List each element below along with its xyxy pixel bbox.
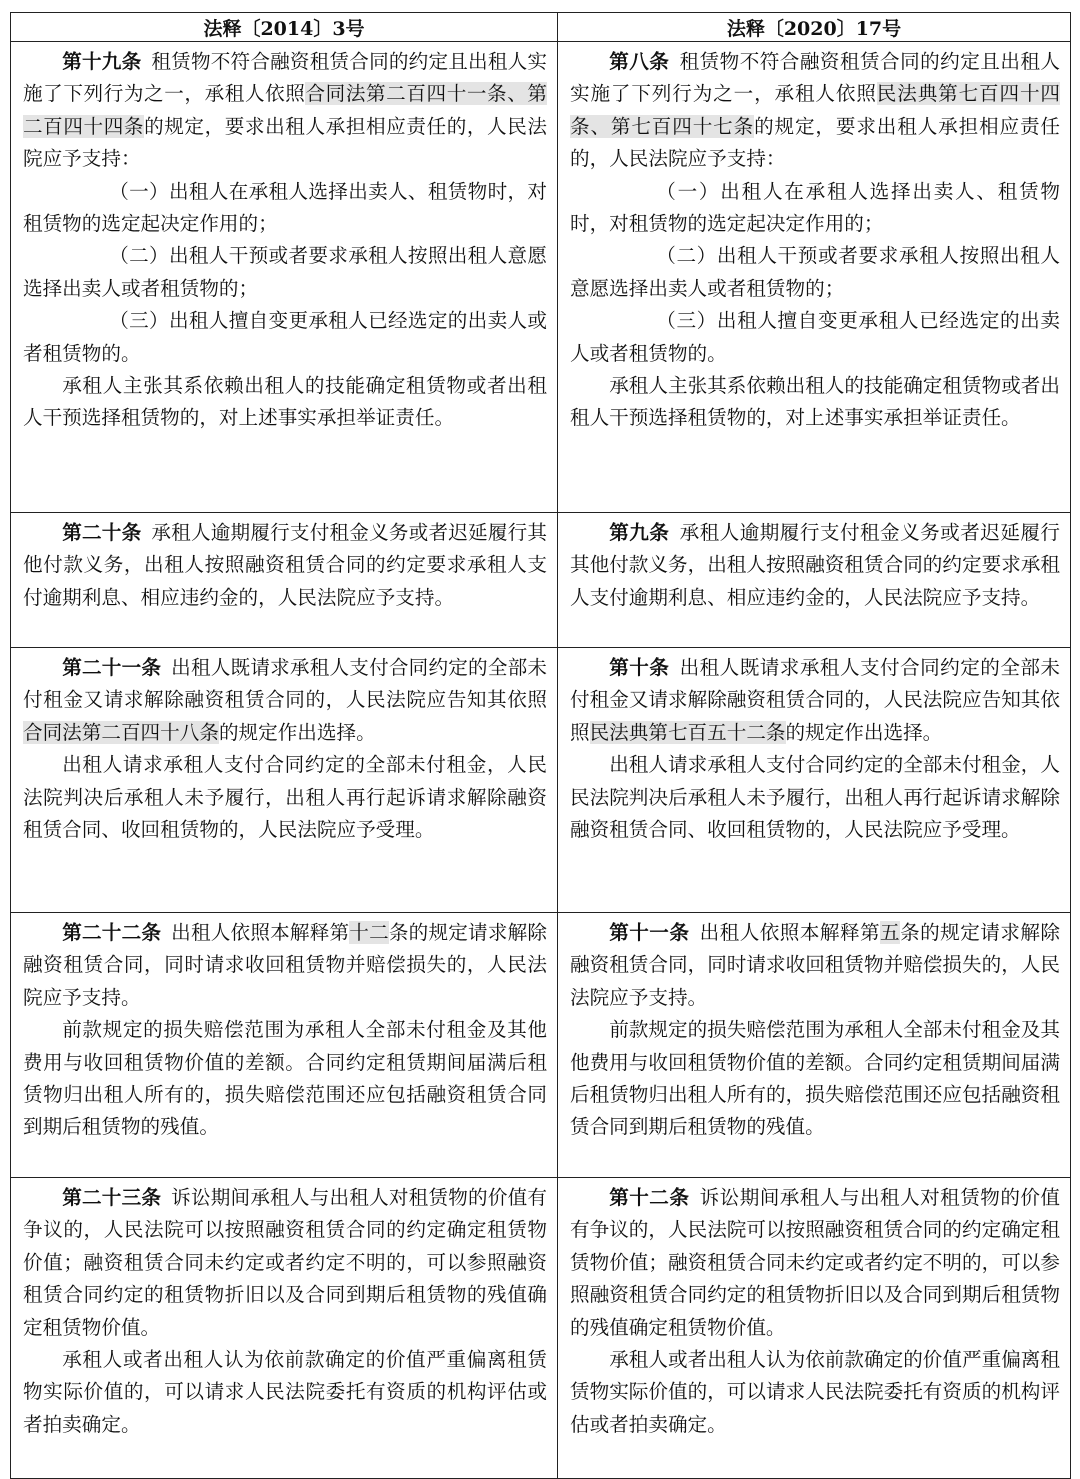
article-paragraph: 第十二条 诉讼期间承租人与出租人对租赁物的价值有争议的，人民法院可以按照融资租赁合同的约定确定租赁物价值；融资租赁合同未约定或者约定不明的，可以参照融资租赁合同约定的租赁物折旧以及合同到期后租赁物的残值确定租赁物价值。 xyxy=(570,1186,1061,1339)
highlighted-citation: 合同法第二百四十一条、第二百四十四条 xyxy=(23,82,548,138)
article-paragraph: 第十一条 出租人依照本解释第五条的规定请求解除融资租赁合同，同时请求收回租赁物并赔偿损失的，人民法院应予支持。 xyxy=(570,921,1061,1009)
article-paragraph: 承租人主张其系依赖出租人的技能确定租赁物或者出租人干预选择租赁物的，对上述事实承担举证责任。 xyxy=(23,374,547,430)
highlighted-citation: 十二 xyxy=(349,921,389,944)
table-row xyxy=(11,913,1071,1178)
article-paragraph: 前款规定的损失赔偿范围为承租人全部未付租金及其他费用与收回租赁物价值的差额。合同约定租赁期间届满后租赁物归出租人所有的，损失赔偿范围还应包括融资租赁合同到期后租赁物的残值。 xyxy=(570,1018,1060,1139)
article-paragraph: 第十九条 租赁物不符合融资租赁合同的约定且出租人实施了下列行为之一，承租人依照合同法第二百四十一条、第二百四十四条的规定，要求出租人承担相应责任的，人民法院应予支持： xyxy=(23,50,548,171)
article-paragraph: 出租人请求承租人支付合同约定的全部未付租金，人民法院判决后承租人未予履行，出租人再行起诉请求解除融资租赁合同、收回租赁物的，人民法院应予受理。 xyxy=(23,753,547,842)
article-title: 第二十条 xyxy=(62,521,142,544)
article-paragraph: 第二十一条 出租人既请求承租人支付合同约定的全部未付租金又请求解除融资租赁合同的，人民法院应告知其依照合同法第二百四十八条的规定作出选择。 xyxy=(23,656,548,744)
highlighted-citation: 合同法第二百四十八条 xyxy=(23,720,219,744)
list-item: （一）出租人在承租人选择出卖人、租赁物时，对租赁物的选定起决定作用的； xyxy=(570,179,1060,236)
article-title: 第十二条 xyxy=(609,1186,690,1209)
cell-left xyxy=(11,648,558,913)
article-title: 第十九条 xyxy=(62,50,142,73)
article-paragraph: 第二十二条 出租人依照本解释第十二条的规定请求解除融资租赁合同，同时请求收回租赁物并赔偿损失的，人民法院应予支持。 xyxy=(23,921,548,1009)
highlighted-citation: 民法典第七百五十二条 xyxy=(589,720,786,744)
article-paragraph: 第八条 租赁物不符合融资租赁合同的约定且出租人实施了下列行为之一，承租人依照民法典第七百四十四条、第七百四十七条的规定，要求出租人承担相应责任的，人民法院应予支持： xyxy=(570,50,1061,171)
article-title: 第二十一条 xyxy=(62,656,162,679)
article-paragraph: 第九条 承租人逾期履行支付租金义务或者迟延履行其他付款义务，出租人按照融资租赁合同的约定要求承租人支付逾期利息、相应违约金的，人民法院应予支持。 xyxy=(570,521,1061,609)
article-paragraph: 第十条 出租人既请求承租人支付合同约定的全部未付租金又请求解除融资租赁合同的，人民法院应告知其依照民法典第七百五十二条的规定作出选择。 xyxy=(570,656,1061,744)
table-row xyxy=(11,42,1071,513)
cell-right xyxy=(558,913,1071,1178)
article-title: 第八条 xyxy=(609,50,670,73)
comparison-table xyxy=(10,12,1071,1479)
article-paragraph: 第二十三条 诉讼期间承租人与出租人对租赁物的价值有争议的，人民法院可以按照融资租赁合同的约定确定租赁物价值；融资租赁合同未约定或者约定不明的，可以参照融资租赁合同约定的租赁物折旧以及合同到期后租赁物的残值确定租赁物价值。 xyxy=(23,1186,548,1339)
cell-right xyxy=(558,42,1071,513)
list-item: （一）出租人在承租人选择出卖人、租赁物时，对租赁物的选定起决定作用的； xyxy=(23,179,547,236)
header-row xyxy=(11,13,1071,42)
article-title: 第二十二条 xyxy=(62,921,162,944)
highlighted-citation: 民法典第七百四十四条、第七百四十七条 xyxy=(570,82,1061,138)
article-paragraph: 承租人或者出租人认为依前款确定的价值严重偏离租赁物实际价值的，可以请求人民法院委托有资质的机构评估或者拍卖确定。 xyxy=(23,1348,547,1436)
highlighted-citation: 五 xyxy=(880,921,901,944)
cell-left xyxy=(11,42,558,513)
article-paragraph: 出租人请求承租人支付合同约定的全部未付租金，人民法院判决后承租人未予履行，出租人再行起诉请求解除融资租赁合同、收回租赁物的，人民法院应予受理。 xyxy=(570,753,1060,842)
article-paragraph: 第二十条 承租人逾期履行支付租金义务或者迟延履行其他付款义务，出租人按照融资租赁合同的约定要求承租人支付逾期利息、相应违约金的，人民法院应予支持。 xyxy=(23,521,548,609)
cell-left xyxy=(11,513,558,648)
list-item: （二）出租人干预或者要求承租人按照出租人意愿选择出卖人或者租赁物的； xyxy=(23,244,547,300)
article-paragraph: 承租人主张其系依赖出租人的技能确定租赁物或者出租人干预选择租赁物的，对上述事实承担举证责任。 xyxy=(570,374,1060,430)
header-left: 法释〔2014〕3号 xyxy=(11,13,558,42)
cell-left xyxy=(11,1178,558,1479)
list-item: （三）出租人擅自变更承租人已经选定的出卖人或者租赁物的。 xyxy=(570,309,1060,365)
article-title: 第十一条 xyxy=(609,921,690,944)
cell-left xyxy=(11,913,558,1178)
article-title: 第二十三条 xyxy=(62,1186,162,1209)
article-paragraph: 承租人或者出租人认为依前款确定的价值严重偏离租赁物实际价值的，可以请求人民法院委托有资质的机构评估或者拍卖确定。 xyxy=(570,1348,1060,1436)
header-right: 法释〔2020〕17号 xyxy=(558,13,1071,42)
cell-right xyxy=(558,1178,1071,1479)
list-item: （二）出租人干预或者要求承租人按照出租人意愿选择出卖人或者租赁物的； xyxy=(570,244,1060,300)
article-title: 第九条 xyxy=(609,521,670,544)
list-item: （三）出租人擅自变更承租人已经选定的出卖人或者租赁物的。 xyxy=(23,309,547,365)
article-title: 第十条 xyxy=(609,656,670,679)
article-paragraph: 前款规定的损失赔偿范围为承租人全部未付租金及其他费用与收回租赁物价值的差额。合同约定租赁期间届满后租赁物归出租人所有的，损失赔偿范围还应包括融资租赁合同到期后租赁物的残值。 xyxy=(23,1018,547,1139)
table-row xyxy=(11,648,1071,913)
table-row xyxy=(11,513,1071,648)
cell-right xyxy=(558,648,1071,913)
cell-right xyxy=(558,513,1071,648)
table-row xyxy=(11,1178,1071,1479)
